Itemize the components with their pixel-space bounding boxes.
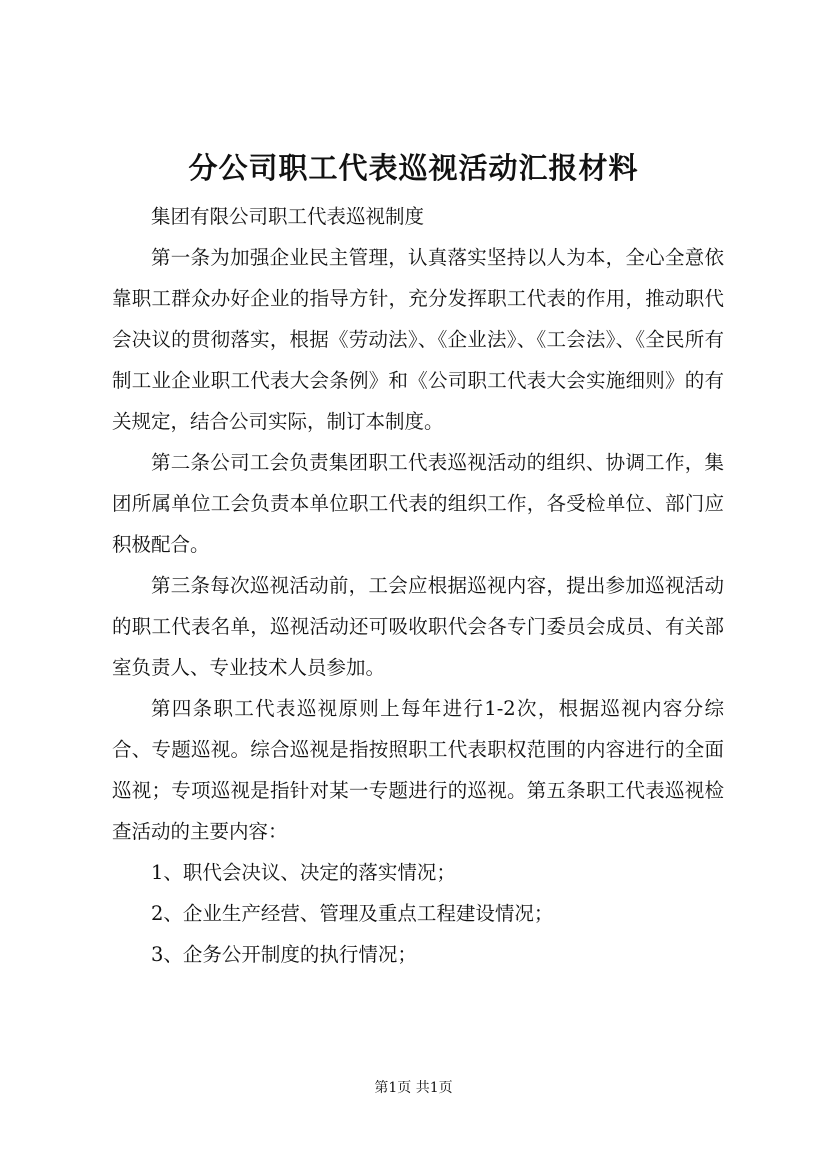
- paragraph-article-4: 第四条职工代表巡视原则上每年进行1-2次，根据巡视内容分综合、专题巡视。综合巡视是指按照职工代表职权范围的内容进行的全面巡视；专项巡视是指针对某一专题进行的巡视。第五条职工代表巡视检查活动的主要内容：: [112, 697, 724, 843]
- paragraph-article-3: 第三条每次巡视活动前，工会应根据巡视内容，提出参加巡视活动的职工代表名单，巡视活动还可吸收职代会各专门委员会成员、有关部室负责人、专业技术人员参加。: [112, 574, 724, 679]
- paragraph-article-1: 第一条为加强企业民主管理，认真落实坚持以人为本，全心全意依靠职工群众办好企业的指导方针，充分发挥职工代表的作用，推动职代会决议的贯彻落实，根据《劳动法》、《企业法》、《工会法》、《全民所有制工业企业职工代表大会条例》和《公司职工代表大会实施细则》的有关规定，结合公司实际，制订本制度。: [112, 246, 724, 433]
- page-number-footer: 第1页 共1页: [374, 1080, 453, 1096]
- paragraph-article-2: 第二条公司工会负责集团职工代表巡视活动的组织、协调工作，集团所属单位工会负责本单位职工代表的组织工作，各受检单位、部门应积极配合。: [112, 451, 724, 556]
- list-item-2: 2、企业生产经营、管理及重点工程建设情况；: [151, 902, 554, 925]
- document-body: [112, 196, 724, 975]
- list-item-3: 3、企务公开制度的执行情况；: [151, 943, 417, 966]
- paragraph-system-name: 集团有限公司职工代表巡视制度: [151, 205, 425, 228]
- list-item-1: 1、职代会决议、决定的落实情况；: [151, 861, 456, 884]
- document-title: 分公司职工代表巡视活动汇报材料: [188, 151, 639, 185]
